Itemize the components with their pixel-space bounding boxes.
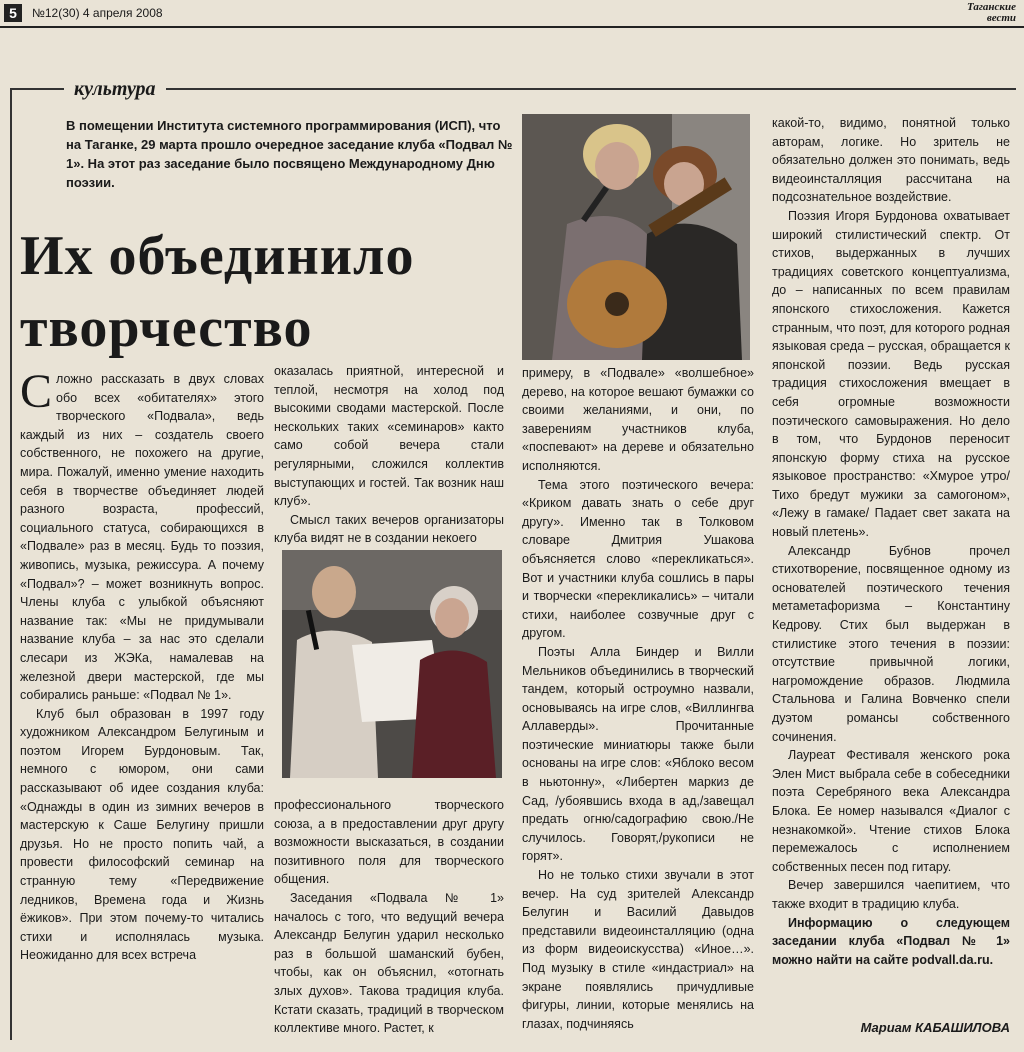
photo-singers-guitar xyxy=(522,114,750,360)
column-3-paragraph-2: Тема этого поэтического вечера: «Криком давать знать о себе друг другу». Именно так в Толковом словаре Дмитрия Ушакова объясняется слово «перекликаться». Вот и участники клуба сошлись в пары и творчески «перекликались» – читали стихи, наиболее созвучные друг с другом. xyxy=(522,477,754,641)
column-3-paragraph-3: Поэты Алла Биндер и Вилли Мельников объединились в творческий тандем, который остроумно назвали, основываясь на игре слов, «Виллингва Аллаверды». Прочитанные поэтические миниатюры также были основаны на игре слов: «Яблоко весом в ньютонну», «Либертен маркиз де Сад, /убоявшись входа в ад,/завещал предать огню/садографию свою./Не случилось. Говорят,/рукописи не горят». xyxy=(522,644,754,864)
section-title: культура xyxy=(64,78,166,101)
column-2-paragraph-3: профессионального творческого союза, а в предоставлении друг другу возможности высказаться, в создании позитивного поля для творческого общения. xyxy=(274,798,504,887)
drop-cap: С xyxy=(20,365,53,418)
column-3-paragraph-1: примеру, в «Подвале» «волшебное» дерево, на которое вешают бумажки со своими желаниями, и они, по заверениям участников клуба, «поспевают» на дереве и обязательно исполняются. xyxy=(522,366,754,473)
column-1 xyxy=(20,365,264,965)
photo-singers-guitar-image xyxy=(522,114,750,360)
headline-line-2: творчество xyxy=(20,297,313,359)
column-4 xyxy=(772,114,1010,969)
article-lead: В помещении Института системного программирования (ИСП), что на Таганке, 29 марта прошло очередное заседание клуба «Подвал № 1». На этот раз заседание было посвящено Международному Дню поэзии. xyxy=(66,118,513,190)
photo-readers xyxy=(282,550,502,778)
page-number: 5 xyxy=(4,4,22,22)
column-1-paragraph-2: Клуб был образован в 1997 году художником Александром Белугиным и поэтом Игорем Бурдоновым. Так, немного с юмором, они сами рассказывают об идее создания клуба: «Однажды в один из зимних вечеров в мастерскую к Саше Белугину пришли друзья. Но не просто попить чай, а провести философский семинар на странную тему «Передвижение ледников, Времена года и Жизнь ёжиков». При этом почему-то читались стихи и исполнялась музыка. Неожиданно для всех встреча xyxy=(20,706,264,963)
photo-readers-image xyxy=(282,550,502,778)
headline xyxy=(20,220,414,364)
page-header xyxy=(0,0,1024,28)
club-info-note: Информацию о следующем заседании клуба «Подвал № 1» можно найти на сайте podvall.da.ru. xyxy=(772,915,1010,967)
column-3-paragraph-4: Но не только стихи звучали в этот вечер. На суд зрителей Александр Белугин и Василий Давыдов представили видеоинсталляцию (одна из форм видеоискусства) «Иное…». Под музыку в стиле «индастриал» на экране появлялись причудливые фигуры, линии, которые менялись на глазах, подчиняясь xyxy=(522,868,754,1031)
column-4-paragraph-3: Александр Бубнов прочел стихотворение, посвященное одному из основателей поэтического течения метаметафоризма – Константину Кедрову. Стих был выдержан в стилистике этого течения в поэзии: отсутствие привычной логики, нагромождение образов. Людмила Стальнова и Галина Вовченко спели дуэтом романсы собственного сочинения. xyxy=(772,543,1010,744)
column-2-paragraph-2: Смысл таких вечеров организаторы клуба видят не в создании некоего xyxy=(274,512,504,546)
column-4-paragraph-1: какой-то, видимо, понятной только авторам, логике. Но зритель не обязательно должен это понимать, ведь видеоинсталляция рассчитана на подсознательное воздействие. xyxy=(772,116,1010,205)
column-4-paragraph-5: Вечер завершился чаепитием, что также входит в традицию клуба. xyxy=(772,878,1010,911)
column-4-paragraph-2: Поэзия Игоря Бурдонова охватывает широкий стилистический спектр. От стихов, выдержанных в лучших традициях советского концептуализма, до – написанных по всем правилам японского стихосложения. Кажется странным, что поэт, для которого родная языковая среда – русская, обращается к японской поэзии. Ведь русская традиция стихосложения вмещает в себя огромные возможности поэтического самовыражения. Но дело в том, что Бурдонов переносит японскую форму стиха на русское языковое пространство: «Хмурое утро/ Тихо бредут мужики за самогоном», «Лежу в гамаке/ Падает свет заката на новый плетень». xyxy=(772,208,1010,540)
column-2-paragraph-4: Заседания «Подвала № 1» началось с того, что ведущий вечера Александр Белугин ударил несколько раз в большой шаманский бубен, чтобы, как он объяснил, «отогнать злых духов». Такова традиция клуба. Кстати сказать, традиций в творческом коллективе много. Растет, к xyxy=(274,890,504,1036)
column-3 xyxy=(522,364,754,1033)
issue-info: №12(30) 4 апреля 2008 xyxy=(32,6,163,20)
newspaper-logo xyxy=(967,2,1016,24)
headline-line-1: Их объединило xyxy=(20,225,415,287)
column-1-paragraph-1 xyxy=(20,365,264,705)
column-1-paragraph-1-text: ложно рассказать в двух словах обо всех «обитателях» этого творческого «Подвала», ведь каждый из них – создатель своего собственного, не похожего на другие, мира. Пожалуй, именно умение находить себя в творчестве объединяет людей разного возраста, профессий, социального статуса, собирающихся в «Подвале» раз в месяц. Будь то поэзия, живопись, музыка, режиссура. А почему «Подвал»? – может возникнуть вопрос. Члены клуба с улыбкой объясняют название так: «Мы не придумывали название клуба – за нас это сделали слесари из ЖЭКа, намалевав на железной двери мастерской, где мы собирались раньше: «Подвал № 1». xyxy=(20,372,264,703)
column-2 xyxy=(274,362,504,548)
column-2-paragraph-1: оказалась приятной, интересной и теплой, несмотря на холод под высокими сводами мастерской. После нескольких таких «семинаров» както само собой вечера стали регулярными, сложился коллектив выступающих и гостей. Так возник наш клуб». xyxy=(274,364,504,509)
logo-line-1: Таганские xyxy=(967,1,1016,13)
logo-line-2: вести xyxy=(986,12,1016,24)
article-author: Мариам КАБАШИЛОВА xyxy=(860,1020,1010,1035)
column-2-lower xyxy=(274,796,504,1038)
column-4-paragraph-4: Лауреат Фестиваля женского рока Элен Мист выбрала себе в собеседники поэта Серебряного века Александра Блока. Ее номер назывался «Диалог с незнакомкой». Чтение стихов Блока перемежалось с исполнением собственных песен под гитару. xyxy=(772,748,1010,874)
